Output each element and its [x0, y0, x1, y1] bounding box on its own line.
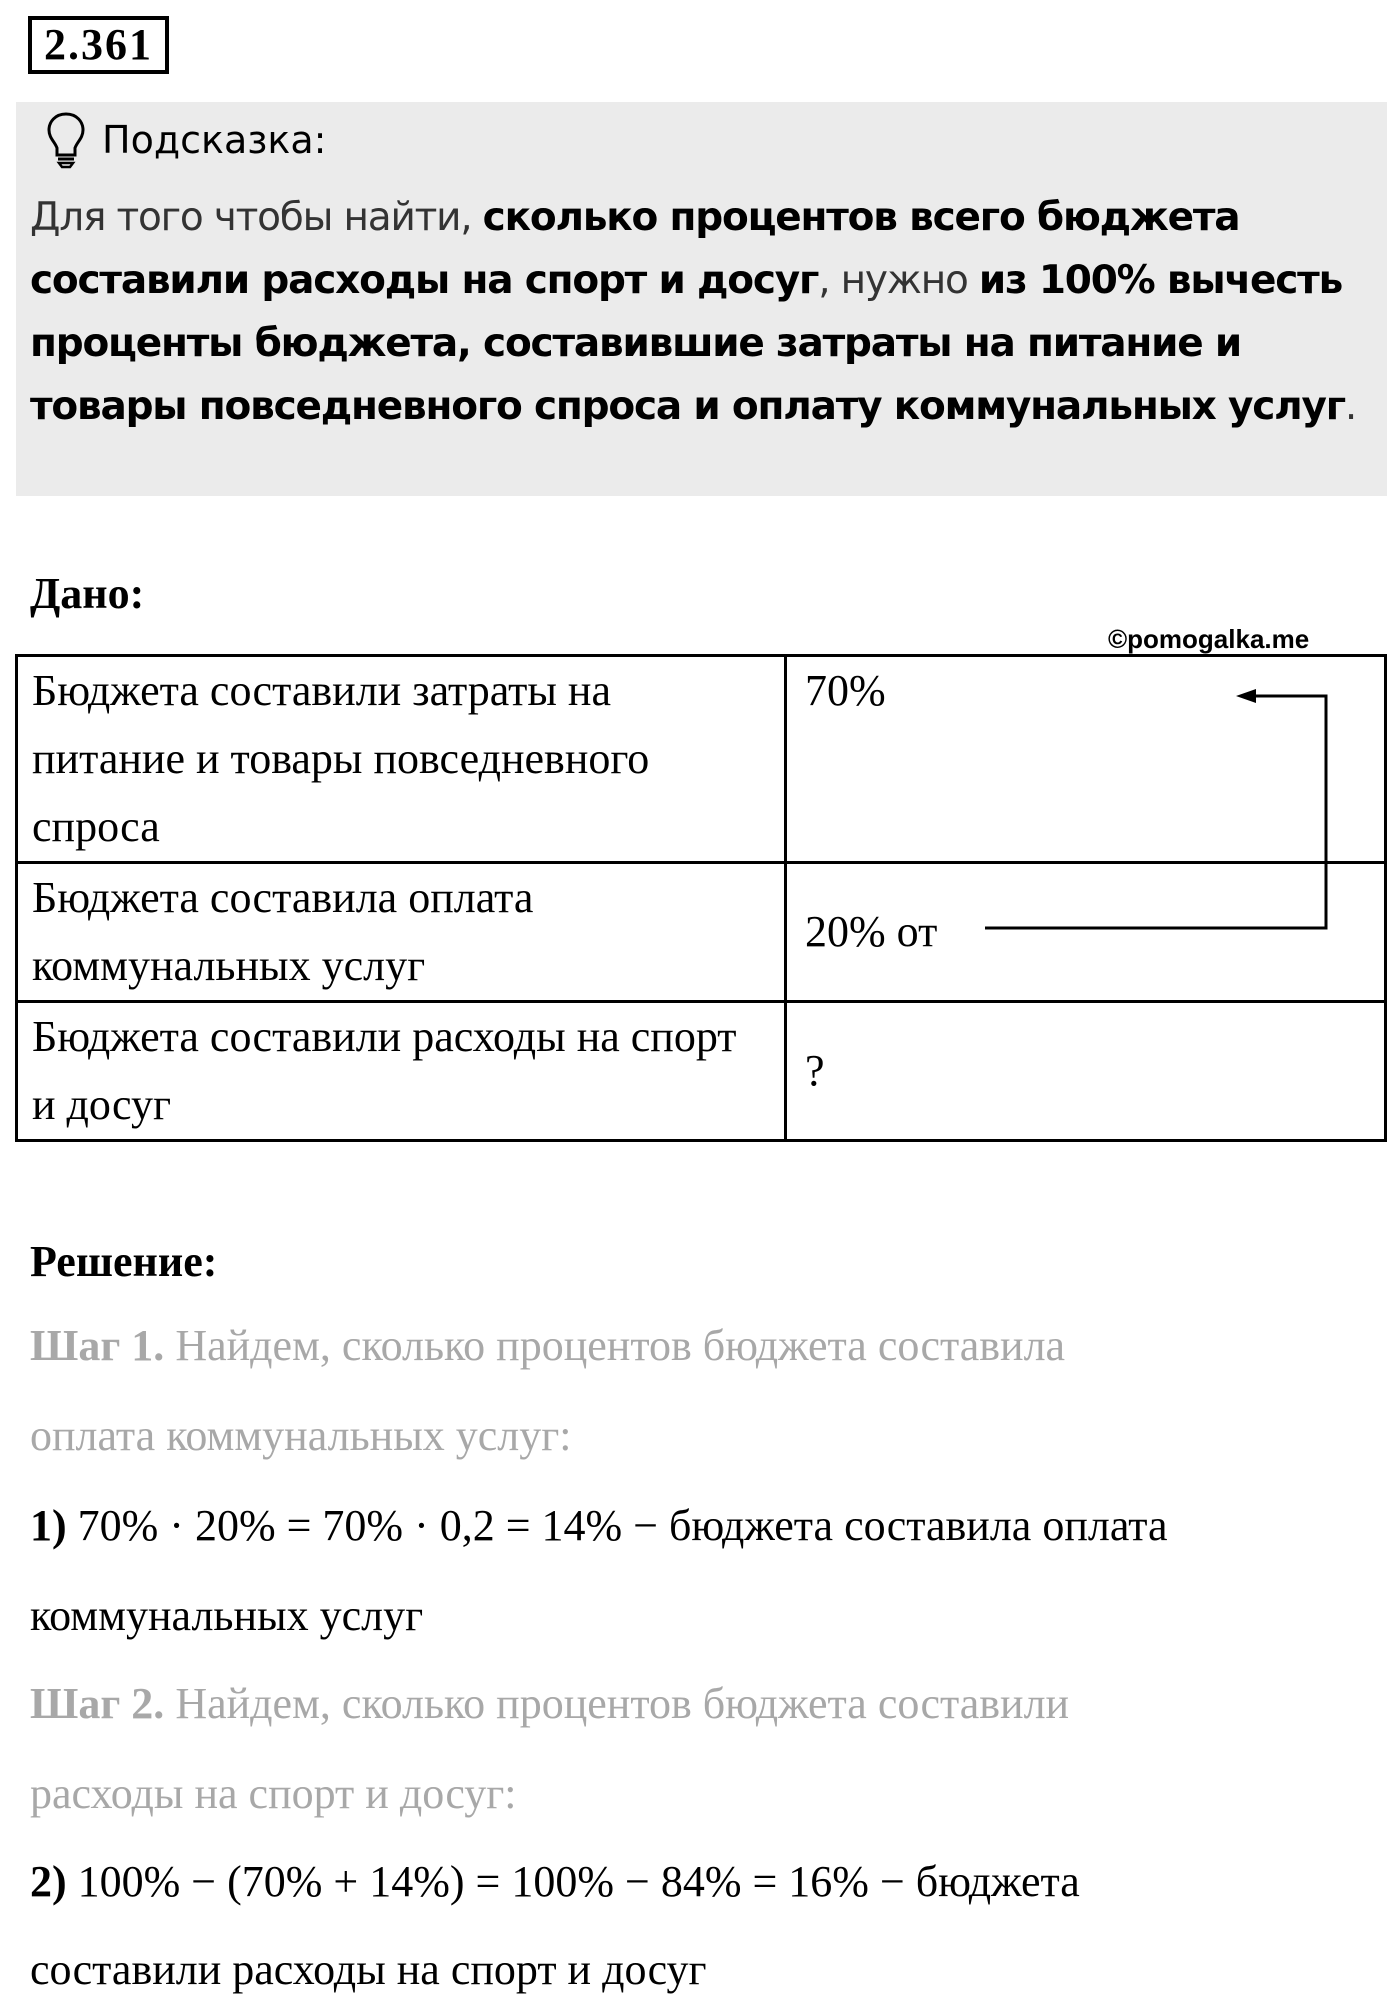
hint-text: [30, 186, 1380, 438]
problem-number: 2.361: [28, 16, 169, 74]
hint-segment: .: [1344, 384, 1357, 429]
hint-segment: , нужно: [818, 258, 979, 303]
step1-text: Найдем, сколько процентов бюджета составила: [164, 1321, 1066, 1370]
calc2-line2: составили расходы на спорт и досуг: [30, 1945, 707, 1994]
hint-segment: сколько процентов всего бюджета составили расходы на спорт и досуг: [30, 195, 1240, 303]
step1-line2: оплата коммунальных услуг:: [30, 1411, 572, 1460]
solution-heading: Решение:: [30, 1237, 218, 1286]
calc2-text: 100% − (70% + 14%) = 100% − 84% = 16% − бюджета: [66, 1857, 1080, 1906]
watermark: ©pomogalka.me: [1108, 624, 1310, 654]
hint-title-text: Подсказка:: [102, 118, 327, 162]
calc1-line1: [30, 1500, 1168, 1551]
table-row: [17, 863, 1386, 1002]
step2-label: Шаг 2.: [30, 1679, 165, 1728]
calc2-line1: [30, 1856, 1080, 1907]
hint-segment: Для того чтобы найти: [30, 195, 461, 240]
step2-text: Найдем, сколько процентов бюджета составили: [164, 1679, 1070, 1728]
step2-line1: [30, 1678, 1069, 1729]
row-value: ?: [786, 1002, 1386, 1141]
hint-title: [46, 110, 326, 170]
calc1-text: 70% · 20% = 70% · 0,2 = 14% − бюджета составила оплата: [66, 1501, 1168, 1550]
lightbulb-icon: [46, 111, 86, 169]
given-table: [15, 654, 1387, 1142]
row-label: Бюджета составили расходы на спорт и досуг: [17, 1002, 786, 1141]
row-label: Бюджета составили затраты на питание и товары повседневного спроса: [17, 656, 786, 863]
hint-segment: из 100% вычесть проценты бюджета, составившие затраты на питание и товары повседневного спроса и оплату коммунальных услуг: [30, 258, 1345, 429]
table-row: [17, 1002, 1386, 1141]
calc1-line2: коммунальных услуг: [30, 1591, 424, 1640]
table-row: [17, 656, 1386, 863]
step2-line2: расходы на спорт и досуг:: [30, 1769, 517, 1818]
row-label: Бюджета составила оплата коммунальных услуг: [17, 863, 786, 1002]
step1-line1: [30, 1320, 1065, 1371]
calc1-label: 1): [30, 1501, 67, 1550]
given-heading: Дано:: [30, 569, 145, 618]
calc2-label: 2): [30, 1857, 67, 1906]
row-value: 20% от: [786, 863, 1386, 1002]
step1-label: Шаг 1.: [30, 1321, 165, 1370]
row-value: 70%: [786, 656, 1386, 863]
hint-segment: ,: [460, 195, 483, 240]
